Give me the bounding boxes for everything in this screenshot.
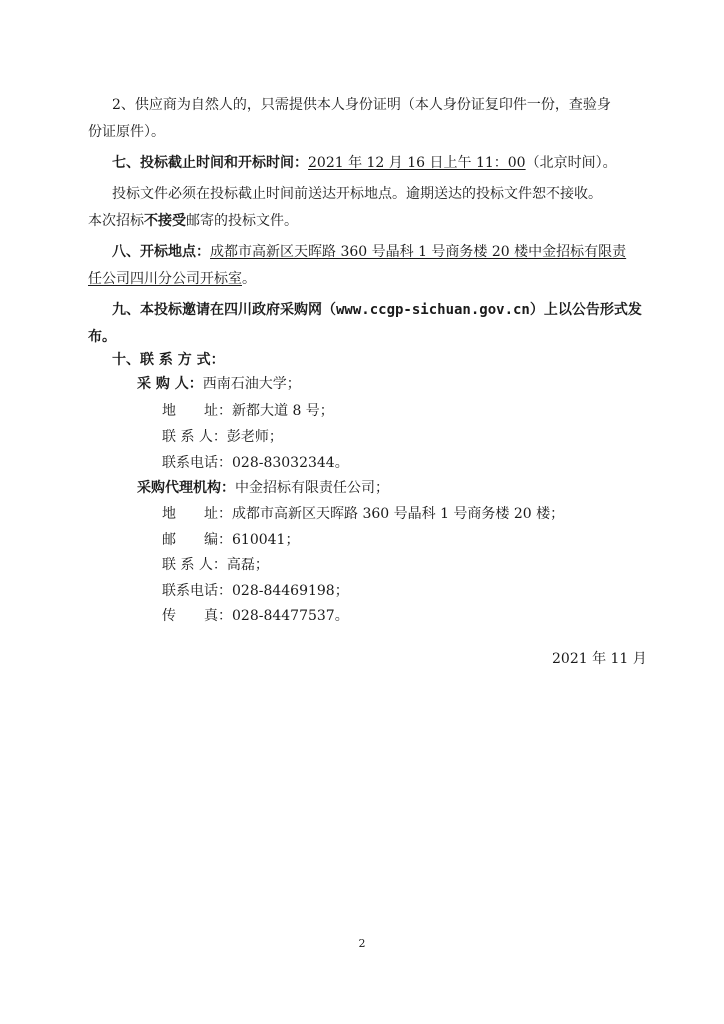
supplier-note-line-1: 2、供应商为自然人的，只需提供本人身份证明（本人身份证复印件一份，查验身 bbox=[112, 97, 611, 113]
purchaser-phone: 联系电话：028-83032344。 bbox=[162, 455, 349, 471]
deadline-time: 2021 年 12 月 16 日上午 11：00 bbox=[308, 155, 526, 171]
announcement-line-1 bbox=[112, 300, 642, 320]
not-accepted-emphasis: 不接受 bbox=[144, 213, 186, 229]
agency-address: 地 址：成都市高新区天晖路 360 号晶科 1 号商务楼 20 楼； bbox=[162, 506, 565, 522]
document-date: 2021 年 11 月 bbox=[552, 651, 647, 667]
bid-opening-location-suffix: 。 bbox=[242, 271, 256, 287]
submission-note-text-a: 本次招标 bbox=[88, 213, 144, 229]
agency-line bbox=[137, 478, 389, 498]
contact-heading: 十、联 系 方 式： bbox=[112, 352, 225, 368]
purchaser-line bbox=[137, 374, 301, 394]
announcement-line-2: 布。 bbox=[88, 329, 116, 345]
deadline-line bbox=[112, 153, 617, 173]
purchaser-contact: 联 系 人：彭老师； bbox=[162, 429, 283, 445]
agency-label: 采购代理机构： bbox=[137, 480, 235, 496]
purchaser-label: 采 购 人： bbox=[137, 376, 203, 392]
bid-opening-location-text-1: 成都市高新区天晖路 360 号晶科 1 号商务楼 20 楼中金招标有限责 bbox=[210, 244, 627, 260]
purchaser-address: 地 址：新都大道 8 号； bbox=[162, 403, 334, 419]
submission-note-line-2 bbox=[88, 211, 298, 231]
agency-name: 中金招标有限责任公司； bbox=[235, 480, 389, 496]
deadline-heading: 七、投标截止时间和开标时间： bbox=[112, 155, 308, 171]
website-url[interactable]: www.ccgp-sichuan.gov.cn bbox=[336, 302, 530, 318]
submission-note-line-1: 投标文件必须在投标截止时间前送达开标地点。逾期送达的投标文件恕不接收。 bbox=[112, 186, 602, 202]
announcement-text-b: ）上以公告形式发 bbox=[529, 302, 642, 318]
page-number: 2 bbox=[358, 937, 366, 950]
bid-opening-location-text-2: 任公司四川分公司开标室 bbox=[88, 271, 242, 287]
announcement-text-a: 九、本投标邀请在四川政府采购网（ bbox=[112, 302, 336, 318]
agency-phone: 联系电话：028-84469198； bbox=[162, 583, 349, 599]
bid-opening-location-heading: 八、开标地点： bbox=[112, 244, 210, 260]
agency-fax: 传 真：028-84477537。 bbox=[162, 608, 349, 624]
supplier-note-line-2: 份证原件）。 bbox=[88, 124, 165, 140]
deadline-suffix: （北京时间）。 bbox=[525, 155, 617, 171]
bid-opening-location-line-2 bbox=[88, 269, 256, 289]
agency-contact: 联 系 人：高磊； bbox=[162, 557, 269, 573]
purchaser-name: 西南石油大学； bbox=[202, 376, 301, 392]
agency-postcode: 邮 编：610041； bbox=[162, 532, 300, 548]
submission-note-text-b: 邮寄的投标文件。 bbox=[186, 213, 298, 229]
bid-opening-location-line-1 bbox=[112, 242, 626, 262]
